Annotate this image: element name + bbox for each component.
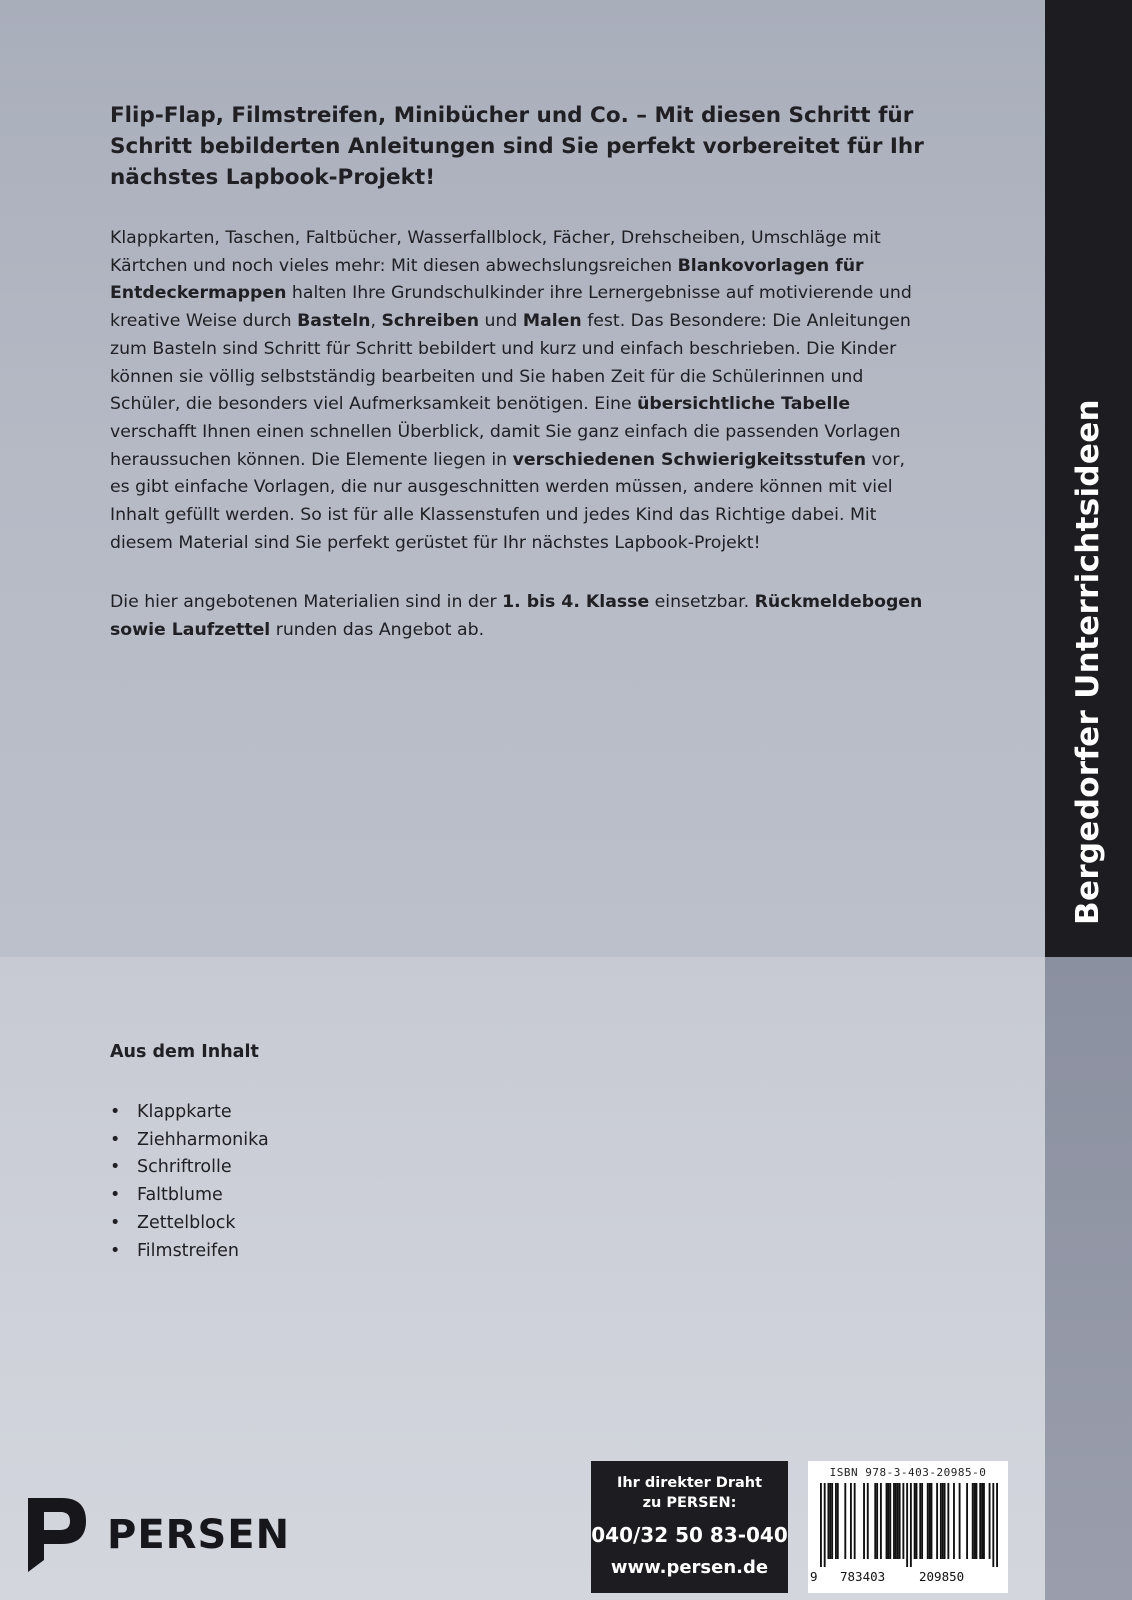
barcode-bar xyxy=(981,1483,983,1559)
list-item-label: Schriftrolle xyxy=(137,1157,232,1178)
barcode-bar xyxy=(827,1483,829,1559)
bullet-icon: • xyxy=(110,1157,121,1178)
list-item-label: Ziehharmonika xyxy=(137,1129,269,1150)
isbn-label: ISBN 978-3-403-20985-0 xyxy=(829,1466,987,1479)
contact-phone: 040/32 50 83-040 xyxy=(591,1523,788,1547)
series-band-lower xyxy=(1045,957,1132,1600)
headline: Flip-Flap, Filmstreifen, Minibücher und Co. – Mit diesen Schritt für Schritt bebilderten Anleitungen sind Sie perfekt vorbereitet für Ihr nächstes Lapbook-Projekt! xyxy=(110,103,924,190)
list-item xyxy=(110,1182,269,1210)
bullet-icon: • xyxy=(110,1185,121,1206)
barcode-bar xyxy=(940,1483,942,1559)
bullet-icon: • xyxy=(110,1129,121,1150)
barcode-bar xyxy=(835,1483,837,1559)
contents-list xyxy=(110,1099,269,1265)
persen-logo-icon xyxy=(24,1494,90,1574)
barcode-bar xyxy=(910,1483,912,1567)
barcode-bar xyxy=(927,1483,929,1559)
barcode-bar xyxy=(829,1483,831,1559)
barcode-bar xyxy=(989,1483,991,1559)
list-item-label: Filmstreifen xyxy=(137,1240,240,1261)
barcode-bar xyxy=(893,1483,895,1559)
bold-phrase: 1. bis 4. Klasse xyxy=(502,592,650,612)
series-title: Bergedorfer Unterrichtsideen xyxy=(1070,399,1106,925)
barcode-bar xyxy=(979,1483,981,1559)
ean-digits xyxy=(808,1569,1008,1587)
barcode-bar xyxy=(867,1483,869,1559)
bold-phrase: Malen xyxy=(522,311,582,332)
barcode-bar xyxy=(921,1483,923,1559)
barcode-bar xyxy=(850,1483,852,1559)
list-item xyxy=(110,1154,269,1182)
contact-url[interactable]: www.persen.de xyxy=(610,1557,769,1578)
barcode-bar xyxy=(947,1483,949,1559)
bold-phrase: Schreiben xyxy=(381,311,480,332)
bold-phrase: verschiedenen Schwierigkeitsstufen xyxy=(512,449,867,470)
barcode-bar xyxy=(880,1483,882,1559)
bold-phrase: Rückmeldebogen sowie Laufzettel xyxy=(110,592,923,640)
barcode-bar xyxy=(974,1483,976,1559)
barcode-bar xyxy=(959,1483,961,1559)
list-item xyxy=(110,1099,269,1127)
bold-phrase: übersichtliche Tabelle xyxy=(637,394,851,415)
bold-phrase: Basteln xyxy=(297,311,371,332)
barcode-graphic xyxy=(820,1483,998,1567)
barcode-bar xyxy=(916,1483,918,1559)
usage-text: Die hier angebotenen Materialien sind in der 1. bis 4. Klasse einsetzbar. Rückmeldebogen sowie Laufzettel runden das Angebot ab. xyxy=(110,592,923,640)
barcode-bar xyxy=(942,1483,944,1559)
barcode-bar xyxy=(983,1483,985,1559)
ean-right-group: 209850 xyxy=(919,1569,965,1584)
list-item-label: Zettelblock xyxy=(137,1212,236,1233)
barcode-bar xyxy=(874,1483,876,1559)
barcode-bar xyxy=(863,1483,865,1559)
barcode-bar xyxy=(929,1483,931,1559)
contact-line: Ihr direkter Draht xyxy=(616,1475,763,1491)
bullet-icon: • xyxy=(110,1212,121,1233)
barcode-box xyxy=(808,1461,1008,1593)
barcode-bar xyxy=(876,1483,878,1559)
barcode-bar xyxy=(976,1483,978,1559)
barcode-bar xyxy=(895,1483,897,1559)
barcode-bar xyxy=(886,1483,888,1559)
bullet-icon: • xyxy=(110,1102,121,1122)
bullet-icon: • xyxy=(110,1240,121,1261)
barcode-bar xyxy=(931,1483,933,1559)
list-item xyxy=(110,1127,269,1155)
barcode-bar xyxy=(953,1483,955,1559)
barcode-bar xyxy=(966,1483,968,1559)
contents-heading: Aus dem Inhalt xyxy=(110,1042,259,1062)
barcode-bar xyxy=(992,1483,994,1567)
barcode-bar xyxy=(820,1483,822,1567)
barcode-bar xyxy=(919,1483,921,1559)
barcode-bar xyxy=(996,1483,998,1567)
list-item xyxy=(110,1210,269,1238)
barcode-bar xyxy=(914,1483,916,1559)
barcode-bar xyxy=(854,1483,856,1559)
list-item-label: Faltblume xyxy=(137,1185,223,1206)
publisher-name: PERSEN xyxy=(107,1512,291,1558)
barcode-bar xyxy=(837,1483,839,1559)
barcode-bar xyxy=(897,1483,899,1559)
ean-first-digit: 9 xyxy=(810,1569,818,1584)
barcode-bar xyxy=(936,1483,938,1559)
ean-left-group: 783403 xyxy=(840,1569,886,1584)
contact-box xyxy=(591,1461,788,1593)
barcode-bar xyxy=(972,1483,974,1559)
barcode-bar xyxy=(887,1483,889,1559)
barcode-bar xyxy=(944,1483,946,1559)
list-item xyxy=(110,1238,269,1266)
barcode-bar xyxy=(844,1483,846,1559)
barcode-bar xyxy=(899,1483,901,1559)
bold-phrase: Blankovorlagen für Entdeckermappen xyxy=(110,255,864,304)
barcode-bar xyxy=(831,1483,833,1559)
barcode-bar xyxy=(902,1483,904,1559)
barcode-bar xyxy=(906,1483,908,1567)
barcode-bar xyxy=(824,1483,826,1567)
description-text: Klappkarten, Taschen, Faltbücher, Wasserfallblock, Fächer, Drehscheiben, Umschläge mit Kärtchen und noch vieles mehr: Mit diesen abwechslungsreichen Blankovorlagen für Entdeckermappen halten Ihre Grundschulkinder ihre Lernergebnisse auf motivierende und kreative Weise durch Basteln, Schreiben und Malen fest. Das Besondere: Die Anleitungen zum Basteln sind Schritt für Schritt bebildert und kurz und einfach beschrieben. Die Kinder können sie völlig selbstständig bearbeiten und Sie haben Zeit für die Schülerinnen und Schüler, die besonders viel Aufmerksamkeit benötigen. Eine übersichtliche Tabelle verschafft Ihnen einen schnellen Überblick, damit Sie ganz einfach die passenden Vorlagen heraussuchen können. Die Elemente liegen in verschiedenen Schwierigkeitsstufen vor, es gibt einfache Vorlagen, die nur ausgeschnitten werden müssen, andere können mit viel Inhalt gefüllt werden. So ist für alle Klassenstufen und jedes Kind das Richtige dabei. Mit diesem Material sind Sie perfekt gerüstet für Ihr nächstes Lapbook-Projekt! xyxy=(110,228,912,553)
contact-line: zu PERSEN: xyxy=(642,1495,737,1511)
list-item-label: Klappkarte xyxy=(137,1102,232,1122)
barcode-bar xyxy=(889,1483,891,1559)
